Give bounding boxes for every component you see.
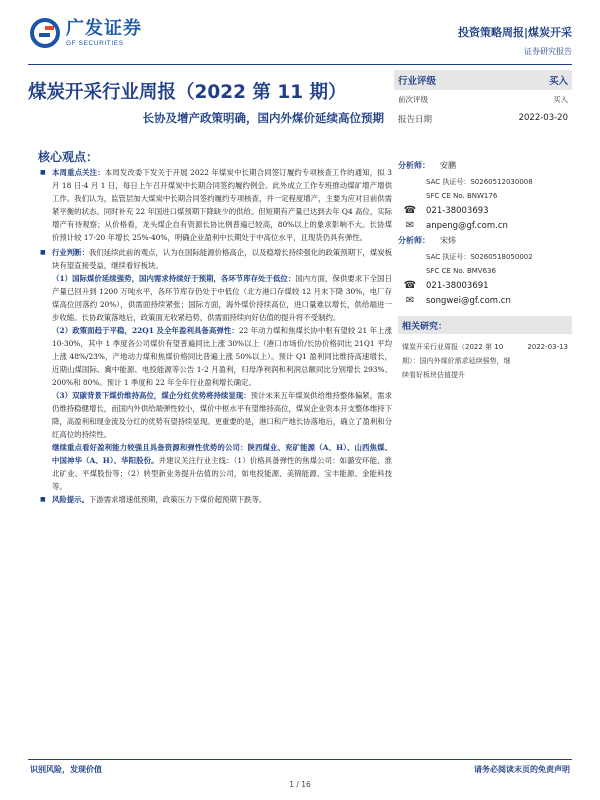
analyst-phone: 021-38003691	[426, 280, 489, 291]
point-3-lead: （3）双碳背景下煤价维持高位，煤企分红优势将持续显现：	[52, 391, 251, 400]
core-view-heading: 核心观点：	[38, 150, 99, 164]
email-icon: ✉	[405, 295, 415, 306]
point-3-text: 预计未来五年煤炭供给维持整体偏紧，需求仍维持稳健增长，而国内外供给端弹性较小，煤价中枢水平有望维持高位，煤炭企业资本开支整体维持下降，高盈利和现金流及分红的优势有望持续显现。更重要的是，港口和产地长协落地后，确立了盈利和分红高位的持续性。	[52, 391, 392, 439]
email-icon: ✉	[405, 220, 415, 231]
stock-picks-paragraph	[52, 441, 392, 493]
title-block	[28, 70, 384, 132]
industry-judgement-text: 我们延续此前的观点，认为在国际能源价格高企，以及稳增长持续强化的政策预期下，煤炭板块有望直接受益，继续看好板块。	[52, 248, 392, 270]
analyst-email[interactable]: songwei@gf.com.cn	[426, 295, 511, 306]
company-logo	[30, 18, 170, 48]
analyst-column	[398, 160, 572, 388]
previous-rating-label: 前次评级	[398, 95, 428, 104]
risk-text: 下游需求增速低预期，政策压力下煤价超预期下跌等。	[88, 495, 267, 504]
analyst-label: 分析师：	[398, 236, 430, 245]
analyst-name: 宋炜	[440, 236, 456, 245]
stock-picks-lead: 继续重点看好盈利能力较强且具备资源和弹性优势的公司：陕西煤业、兖矿能源（A、H）、山西焦煤、中国神华（A、H）、华阳股份。	[52, 443, 392, 465]
phone-icon: ☎	[403, 205, 417, 216]
analyst-sac: SAC 执证号：S0260512030008	[426, 178, 533, 186]
point-3	[52, 389, 392, 441]
related-research	[398, 316, 572, 388]
weekly-focus-paragraph	[40, 166, 392, 244]
report-date-row	[394, 113, 572, 125]
logo-english-name: GF SECURITIES	[66, 39, 124, 47]
point-1-text: 国内方面，保供要求下全国日产量已回升到 1200 万吨水平，各环节库存仍处于中低位（北方港口存煤较 12 月末下降 30%，电厂存煤高位回落约 20%），供需面持续紧张；国际方面，海外煤价持续高位，进口量难以增长，供给端进一步收缩。长协政策落地后，政策面无收紧趋势，供需面持续向好估值的提升将不受制约。	[52, 274, 392, 322]
analyst-phone: 021-38003693	[426, 205, 489, 216]
rating-value: 买入	[548, 76, 568, 87]
page-number: 1 / 16	[289, 780, 311, 789]
weekly-focus-lead: 本周重点关注：	[52, 168, 105, 177]
industry-judgement-paragraph	[40, 246, 392, 272]
analyst-card	[398, 235, 572, 306]
footer-disclaimer-note: 请务必阅读末页的免责声明	[474, 765, 570, 774]
previous-rating-row	[394, 94, 572, 105]
report-date-value: 2022-03-20	[518, 113, 568, 123]
risk-paragraph	[40, 493, 392, 506]
rating-label: 行业评级	[398, 76, 437, 87]
analyst-name: 安鹏	[440, 161, 456, 170]
page-title: 煤炭开采行业周报（2022 第 11 期）	[28, 82, 347, 103]
related-research-title[interactable]: 煤炭开采行业周报（2022 第 10 期）：国内外煤价需求延续强势，继续看好板块估值提升	[402, 343, 511, 379]
analyst-sfc: SFC CE No. BNW176	[426, 192, 498, 200]
header-divider	[28, 64, 572, 65]
rating-panel	[394, 70, 572, 125]
point-2-lead: （2）政策面趋于平稳，22Q1 及全年盈利具备高弹性：	[52, 326, 239, 335]
analyst-card	[398, 160, 572, 231]
risk-lead: 风险提示。	[52, 495, 89, 504]
report-type-block	[458, 24, 572, 57]
stock-picks-text: 并建议关注行业主线：（1）价格具备弹性的焦煤公司：如潞安环能、淮北矿业、平煤股份等；（2）转型新业务提升估值的公司，如电投能源、美锦能源、宝丰能源、金能科技等。	[52, 456, 392, 491]
point-2-text: 22 年动力煤和焦煤长协中枢有望较 21 年上涨 10-30%，其中 1 季度各公司煤价有望普遍同比上涨 30%以上（港口市场价/长协价格同比 21Q1 平均上涨 48%/23%，产地动力煤和焦煤价格同比普遍上涨 50%以上）。预计 Q1 盈利同比维持高速增长，近期山煤国际、冀中能源、电投能源等公告 1-2 月盈利，归母净利润和利润总额同比分别增长 293%、200%和 80%。预计 1 季度和 22 年全年行业盈利增长确定。	[52, 326, 393, 387]
industry-judgement-lead: 行业判断：	[52, 248, 89, 257]
judgement-points	[40, 272, 392, 493]
rating-header	[394, 70, 572, 90]
analyst-sfc: SFC CE No. BMV636	[426, 267, 496, 275]
previous-rating-value: 买入	[553, 95, 568, 104]
point-2	[52, 324, 392, 389]
related-research-heading: 相关研究：	[398, 316, 572, 334]
point-1-lead: （1）国际煤价延续强势，国内需求持续好于预期，各环节库存处于低位：	[52, 274, 296, 283]
analyst-label: 分析师：	[398, 161, 430, 170]
footer-divider	[28, 759, 572, 760]
weekly-focus-text: 本周发改委下发关于开展 2022 年煤炭中长期合同签订履约专项核查工作的通知，拟 3 月 18 日-4 月 1 日，每日上午召开煤炭中长期合同签约履约例会。此外成立工作专班推动煤矿增产增供工作。我们认为，监管层加大煤炭中长期合同签约履约专项核查，并一定程度增产，主要为应对目前供需紧平衡的状态。同时补充 22 年国进口煤预期下降缺少的供给。但短期有产量已达到去年 Q4 高位，实际增产有待观察；从价格看，龙头煤企自有资源长协比例普遍已较高，80%以上的象求影响不大。长协煤价预计较 17-20 年增长 25%-40%，明确企业盈利中长期处于中高位水平，且现货仍具有弹性。	[52, 168, 392, 242]
report-kind: 证券研究报告	[524, 47, 572, 56]
analyst-sac: SAC 执证号：S0260518050002	[426, 253, 533, 261]
analyst-email[interactable]: anpeng@gf.com.cn	[426, 220, 508, 231]
point-1	[52, 272, 392, 324]
related-research-date: 2022-03-13	[527, 343, 568, 351]
core-view-body	[40, 166, 392, 506]
footer-slogan: 识别风险，发现价值	[30, 765, 102, 774]
gf-logo-icon	[30, 18, 60, 48]
report-type: 投资策略周报|煤炭开采	[457, 26, 572, 39]
report-date-label: 报告日期	[398, 115, 433, 125]
page-subtitle: 长协及增产政策明确，国内外煤价延续高位预期	[142, 111, 384, 125]
phone-icon: ☎	[403, 280, 417, 291]
logo-chinese-name: 广发证券	[66, 17, 142, 39]
